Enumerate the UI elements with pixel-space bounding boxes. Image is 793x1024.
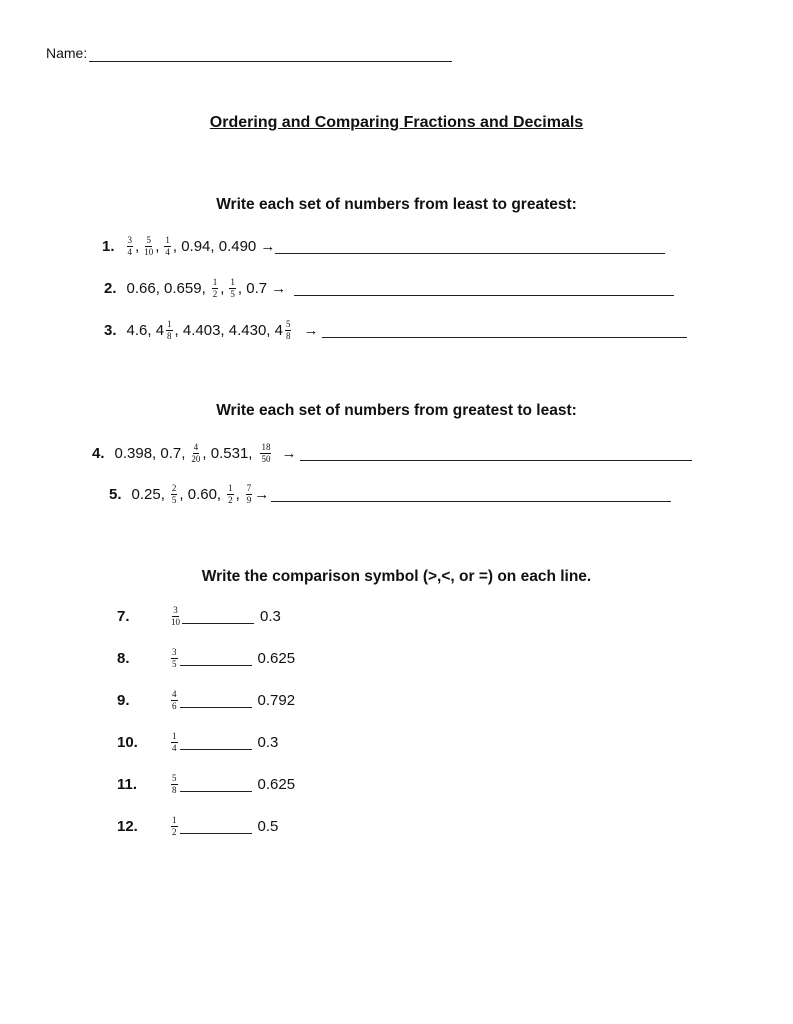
problem-number: 9.: [117, 692, 130, 709]
comparison-answer-line[interactable]: [182, 609, 254, 624]
problem-text: , 0.60,: [179, 486, 222, 503]
problem-5: [109, 484, 671, 505]
problem-number: 1.: [102, 238, 115, 255]
problem-2: [104, 278, 674, 299]
comparison-12: [117, 816, 278, 837]
answer-line[interactable]: [271, 487, 671, 502]
problem-text: 0.25,: [131, 486, 165, 503]
fraction: $\frac{1}{2}$: [228, 483, 233, 505]
problem-number: 5.: [109, 486, 122, 503]
comparison-9: [117, 690, 295, 711]
fraction: $\frac{1}{2}$: [212, 277, 218, 299]
problem-number: 12.: [117, 818, 138, 835]
decimal-value: 0.625: [257, 650, 296, 667]
worksheet-title: Ordering and Comparing Fractions and Decimals: [209, 114, 584, 131]
fraction: $\frac{2}{5}$: [171, 483, 177, 505]
fraction: $\frac{5}{10}$: [144, 235, 154, 257]
comparison-7: [117, 606, 281, 627]
decimal-value: 0.625: [257, 776, 296, 793]
problem-4: [92, 443, 692, 464]
arrow: →: [303, 322, 319, 339]
decimal-value: 0.3: [257, 734, 279, 751]
fraction: $\frac{4}{20}$: [191, 442, 201, 464]
section-heading-greatest-to-least: Write each set of numbers from greatest to least:: [216, 402, 577, 419]
arrow: →: [281, 445, 297, 462]
fraction: $\frac{3}{4}$: [127, 235, 133, 257]
fraction: $\frac{1}{2}$: [172, 815, 177, 837]
fraction: $\frac{5}{8}$: [285, 319, 291, 341]
problem-number: 2.: [104, 280, 117, 297]
comparison-answer-line[interactable]: [180, 735, 252, 750]
section-heading-least-to-greatest: Write each set of numbers from least to greatest:: [216, 196, 577, 213]
decimal-value: 0.3: [260, 608, 281, 625]
comparison-10: [117, 732, 278, 753]
fraction: $\frac{4}{6}$: [172, 689, 177, 711]
problem-number: 4.: [92, 445, 105, 462]
problem-number: 7.: [117, 608, 130, 625]
comparison-answer-line[interactable]: [180, 651, 252, 666]
separator: ,: [155, 238, 160, 255]
answer-line[interactable]: [294, 281, 674, 296]
problem-text: 0.398, 0.7,: [114, 445, 186, 462]
section-heading-comparison: Write the comparison symbol (>,<, or =) on each line.: [201, 568, 592, 585]
fraction: $\frac{5}{8}$: [172, 773, 177, 795]
separator: ,: [135, 238, 140, 255]
decimal-value: 0.5: [257, 818, 279, 835]
fraction: $\frac{18}{50}$: [261, 442, 271, 464]
problem-text: 0.66, 0.659,: [126, 280, 206, 297]
comparison-11: [117, 774, 295, 795]
fraction: $\frac{7}{9}$: [246, 483, 252, 505]
fraction: $\frac{3}{10}$: [171, 605, 180, 627]
comparison-answer-line[interactable]: [180, 819, 252, 834]
problem-number: 11.: [117, 776, 138, 793]
separator: ,: [220, 280, 225, 297]
problem-text: , 0.531,: [202, 445, 253, 462]
answer-line[interactable]: [322, 323, 687, 338]
comparison-answer-line[interactable]: [180, 777, 252, 792]
problem-1: [102, 236, 665, 257]
fraction: $\frac{1}{4}$: [165, 235, 170, 257]
fraction: $\frac{3}{5}$: [172, 647, 177, 669]
fraction: $\frac{1}{5}$: [230, 277, 235, 299]
comparison-8: [117, 648, 295, 669]
name-label: Name:: [46, 45, 88, 61]
problem-3: [104, 320, 687, 341]
problem-number: 8.: [117, 650, 130, 667]
comparison-answer-line[interactable]: [180, 693, 252, 708]
problem-text: , 0.94, 0.490 →: [172, 238, 276, 255]
name-field[interactable]: [89, 61, 452, 62]
problem-number: 10.: [117, 734, 138, 751]
problem-text: , 0.7 →: [237, 280, 287, 297]
fraction: $\frac{1}{8}$: [167, 319, 172, 341]
arrow: →: [254, 486, 270, 503]
answer-line[interactable]: [300, 446, 692, 461]
problem-text: , 4.403, 4.430, 4: [174, 322, 283, 339]
problem-text: 4.6, 4: [126, 322, 165, 339]
fraction: $\frac{1}{4}$: [172, 731, 177, 753]
answer-line[interactable]: [275, 239, 665, 254]
decimal-value: 0.792: [257, 692, 296, 709]
separator: ,: [235, 486, 240, 503]
problem-number: 3.: [104, 322, 117, 339]
